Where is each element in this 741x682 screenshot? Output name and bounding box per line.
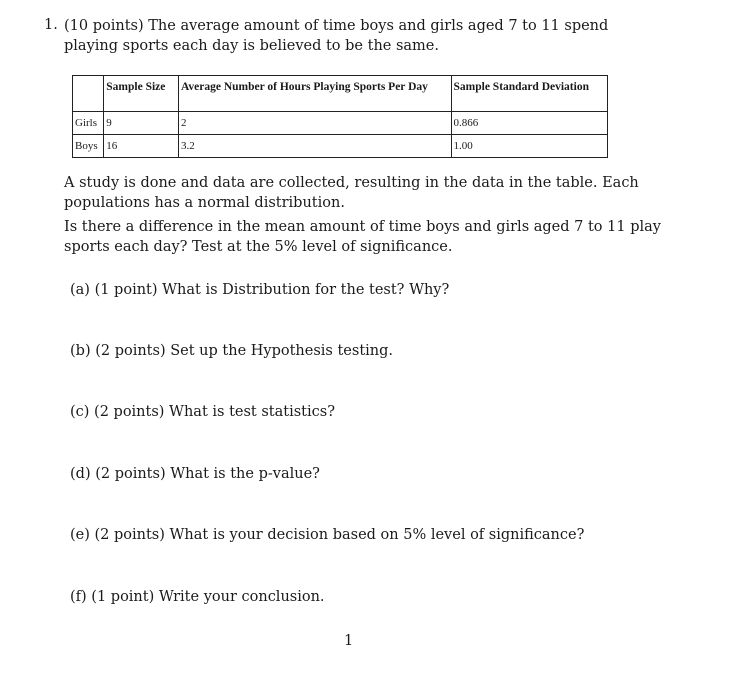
table-cell-std-dev: 1.00: [451, 135, 607, 158]
table-cell-average-hours: 2: [178, 112, 451, 135]
study-paragraph: A study is done and data are collected, resulting in the data in the table. Each populations has a normal distribution.: [64, 175, 639, 211]
table-row: [73, 135, 608, 158]
table-header-average-hours: Average Number of Hours Playing Sports Per Day: [178, 76, 451, 112]
data-table: [72, 75, 608, 158]
table-header-row: [73, 76, 608, 112]
question-f: (f) (1 point) Write your conclusion.: [70, 589, 325, 605]
table-cell-group: Girls: [73, 112, 104, 135]
problem-intro: (10 points) The average amount of time boys and girls aged 7 to 11 spend playing sports each day is believed to be the same.: [64, 18, 609, 54]
table-cell-average-hours: 3.2: [178, 135, 451, 158]
table-header-blank: [73, 76, 104, 112]
question-c: (c) (2 points) What is test statistics?: [70, 404, 335, 420]
table-cell-sample-size: 9: [104, 112, 179, 135]
question-d: (d) (2 points) What is the p-value?: [70, 466, 320, 482]
question-paragraph: Is there a difference in the mean amount of time boys and girls aged 7 to 11 play sports each day? Test at the 5% level of significance.: [64, 219, 661, 255]
table-header-sample-size: Sample Size: [104, 76, 179, 112]
question-b: (b) (2 points) Set up the Hypothesis testing.: [70, 343, 394, 359]
problem-number: 1.: [44, 17, 58, 33]
table-cell-std-dev: 0.866: [451, 112, 607, 135]
table-row: [73, 112, 608, 135]
question-a: (a) (1 point) What is Distribution for the test? Why?: [70, 282, 450, 298]
question-e: (e) (2 points) What is your decision based on 5% level of significance?: [70, 527, 585, 543]
table-header-std-dev: Sample Standard Deviation: [451, 76, 607, 112]
table-cell-sample-size: 16: [104, 135, 179, 158]
table-cell-group: Boys: [73, 135, 104, 158]
page-number: 1: [344, 633, 354, 649]
